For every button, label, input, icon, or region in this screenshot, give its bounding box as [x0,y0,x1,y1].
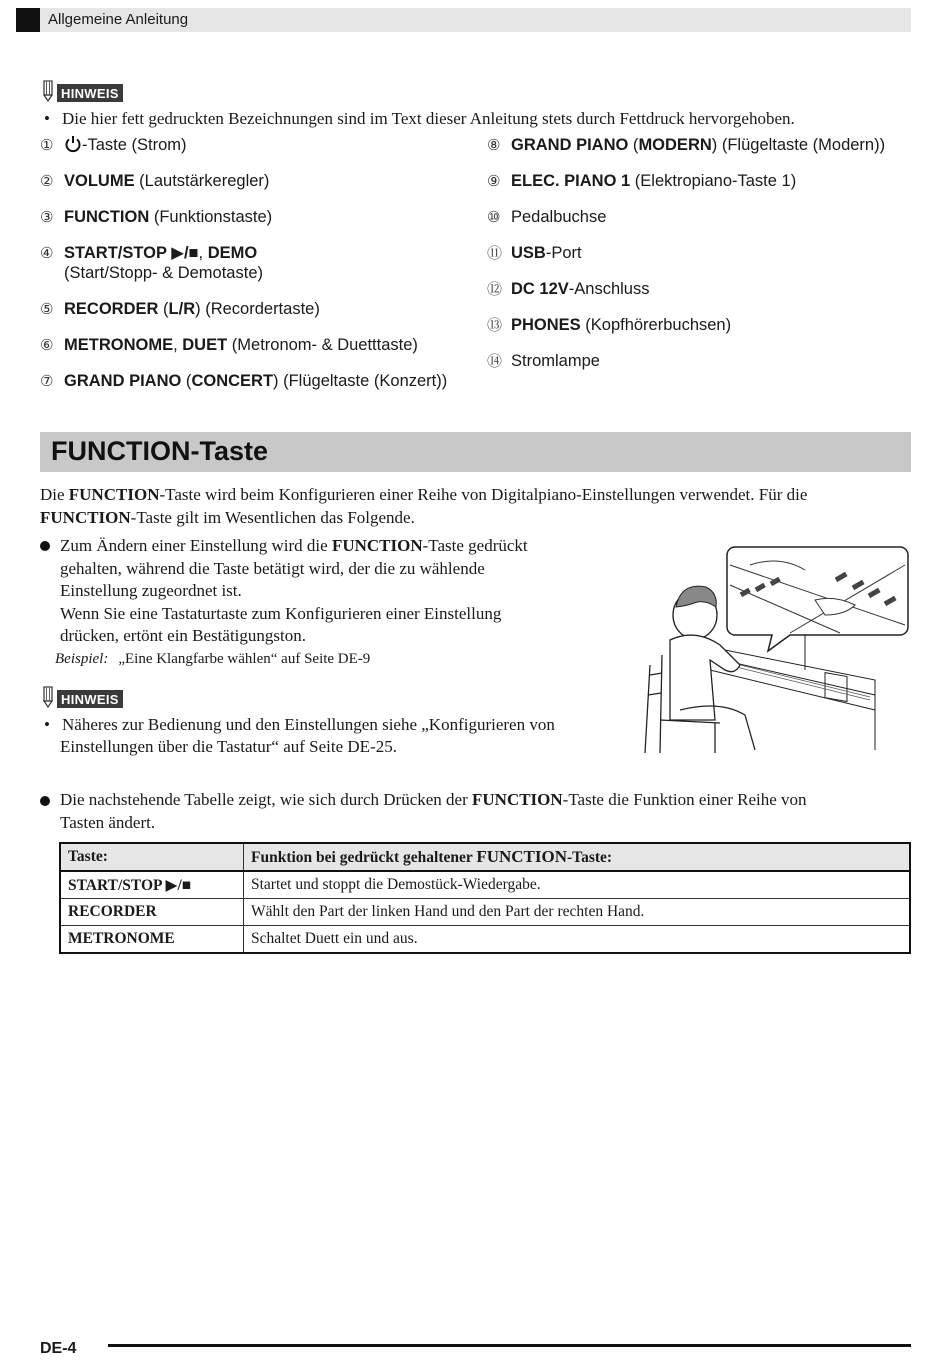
part-label: -Anschluss [568,280,650,298]
bold-text: FUNCTION [472,790,563,809]
bold-text: FUNCTION [331,536,423,555]
text: gehalten, während die Taste betätigt wird, der die zu wählende [60,558,485,578]
pencil-icon [40,686,56,708]
text: Einstellungen über die Tastatur“ auf Seite DE-25. [60,737,397,756]
separator: , [173,336,183,354]
part-label-2: (Metronom- & Duetttaste) [227,336,418,354]
bullet-paragraph-1 [60,535,620,648]
bullet-paragraph-2 [60,789,920,834]
part-number: ① [40,137,54,154]
text: Zum Ändern einer Einstellung wird die [60,536,332,555]
part-bold-label: PHONES [511,316,581,334]
part-number: ⑬ [487,317,503,334]
table-row [60,926,910,954]
table-cell-desc: Schaltet Duett ein und aus. [244,926,911,954]
part-number: ⑨ [487,173,501,190]
part-bold-label-2: DEMO [207,244,258,262]
bullet-dot [40,541,50,551]
part-bold-label-2: L/R [168,300,196,318]
bold-text: FUNCTION [476,847,568,866]
part-bold-label: VOLUME [64,172,135,190]
part-bold-label: USB [511,244,546,262]
page-number: DE-4 [40,1340,77,1357]
part-number: ⑥ [40,337,54,354]
function-key-table [59,842,911,954]
part-label-line2: (Start/Stopp- & Demotaste) [64,264,263,282]
text: Funktion bei gedrückt gehaltener [251,849,477,866]
part-label: (Funktionstaste) [149,208,273,226]
section-heading-bar [40,432,911,472]
part-label: (Elektropiano-Taste 1) [630,172,797,190]
part-number: ⑩ [487,209,501,226]
power-icon [64,135,82,153]
header-marker [16,8,40,32]
part-number: ⑪ [487,245,503,262]
part-bold-label-2: CONCERT [191,372,274,390]
piano-player-illustration [640,545,912,755]
text: -Taste: [567,849,613,866]
text: Tasten ändert. [60,812,156,832]
bullet-dot [40,796,50,806]
text: Wenn Sie eine Tastaturtaste zum Konfigurieren einer Einstellung [60,603,502,623]
text: -Taste gedrückt [422,536,528,555]
note-reference: • Näheres zur Bedienung und den Einstellungen siehe „Konfigurieren von Einstellungen über die Tastatur“ auf Seite DE-25. [44,715,555,756]
part-number: ⑫ [487,281,503,298]
text: -Taste wird beim Konfigurieren einer Reihe von Digitalpiano-Einstellungen verwendet. Für die [159,485,808,504]
part-bold-label: START/STOP ▶/■ [64,244,199,262]
note-text: Die hier fett gedruckten Bezeichnungen sind im Text dieser Anleitung stets durch Fettdruck hervorgehoben. [62,109,795,128]
part-label: ( [181,372,192,390]
part-bold-label-2: MODERN [638,136,712,154]
part-number: ② [40,173,54,190]
bold-text: FUNCTION [68,485,160,504]
table-cell-desc: Wählt den Part der linken Hand und den Part der rechten Hand. [244,899,911,926]
part-label: -Taste (Strom) [82,136,187,154]
table-row [60,899,910,926]
text: Näheres zur Bedienung und den Einstellungen siehe „Konfigurieren von [62,715,555,734]
table-cell-desc: Startet und stoppt die Demostück-Wiedergabe. [244,871,911,899]
hinweis-label: HINWEIS [57,84,123,102]
separator: , [198,244,208,262]
text: drücken, ertönt ein Bestätigungston. [60,626,306,645]
table-header-key: Taste: [60,843,244,871]
example-label: Beispiel: [55,651,109,667]
note-bold-explanation: • Die hier fett gedruckten Bezeichnungen sind im Text dieser Anleitung stets durch Fettdruck hervorgehoben. [44,109,795,128]
part-number: ⑭ [487,353,503,370]
part-label-2: ) (Flügeltaste (Modern)) [711,136,886,154]
example-line [55,651,370,668]
hinweis-label: HINWEIS [57,690,123,708]
part-bold-label: METRONOME [64,336,174,354]
pencil-icon [40,80,56,102]
part-label-2: ) (Recordertaste) [195,300,320,318]
part-number: ⑦ [40,373,54,390]
table-header-function [244,843,911,871]
part-number: ④ [40,245,54,262]
bold-text: FUNCTION [40,507,131,527]
header-title: Allgemeine Anleitung [48,11,189,28]
hinweis-badge [40,80,123,102]
hinweis-badge [40,686,123,708]
section-title: FUNCTION-Taste [51,436,269,466]
part-bold-label: GRAND PIANO [64,372,182,390]
part-label: (Lautstärkeregler) [134,172,270,190]
part-label: Stromlampe [511,352,600,370]
intro-paragraph [40,484,915,529]
part-label: (Kopfhörerbuchsen) [580,316,732,334]
table-cell-key: METRONOME [60,926,244,954]
part-bold-label: DC 12V [511,280,569,298]
text: Die nachstehende Tabelle zeigt, wie sich durch Drücken der [60,790,472,809]
table-cell-key: START/STOP ▶/■ [60,871,244,899]
part-label: -Port [545,244,582,262]
part-label: ( [628,136,639,154]
part-bold-label-2: DUET [182,336,228,354]
text: Die [40,485,69,504]
part-label: ( [158,300,169,318]
part-bold-label: ELEC. PIANO 1 [511,172,631,190]
part-bold-label: RECORDER [64,300,159,318]
running-header [16,8,911,32]
part-bold-label: FUNCTION [64,208,150,226]
table-row [60,871,910,899]
footer-rule [108,1344,911,1347]
part-bold-label: GRAND PIANO [511,136,629,154]
part-label: Pedalbuchse [511,208,607,226]
table-cell-key: RECORDER [60,899,244,926]
part-label-2: ) (Flügeltaste (Konzert)) [273,372,448,390]
text: -Taste die Funktion einer Reihe von [562,790,807,809]
part-number: ③ [40,209,54,226]
part-number: ⑤ [40,301,54,318]
text: -Taste gilt im Wesentlichen das Folgende. [130,507,415,527]
text: Einstellung zugeordnet ist. [60,581,242,600]
part-number: ⑧ [487,137,501,154]
table-header-row [60,843,910,871]
example-text: „Eine Klangfarbe wählen“ auf Seite DE-9 [118,651,371,667]
